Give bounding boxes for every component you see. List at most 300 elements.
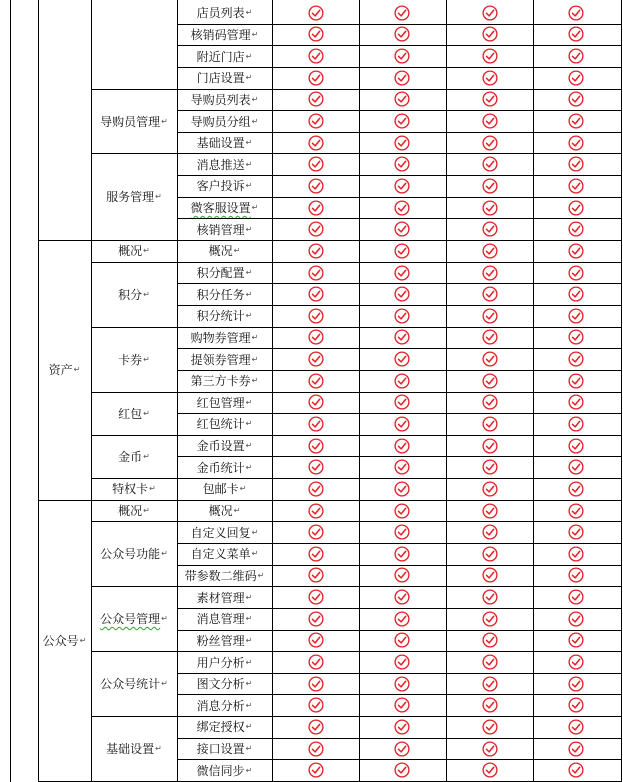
item-cell-text: 第三方卡券 [190,374,251,389]
group-cell-text: 服务管理 [106,190,155,205]
item-cell-text: 核销管理 [196,222,245,237]
check-circle-icon [482,70,498,86]
group-cell [91,153,177,240]
category-cell [38,2,91,240]
paragraph-mark-icon: ↵ [155,192,162,202]
check-circle-icon [394,416,410,432]
item-cell [177,565,272,587]
item-cell-text: 微客服设置 [190,201,251,216]
paragraph-mark-icon: ↵ [245,722,253,732]
item-cell [177,132,272,154]
check-circle-icon [568,113,584,129]
paragraph-mark-icon: ↵ [155,744,162,754]
paragraph-mark-icon: ↵ [143,408,150,418]
check-circle-icon [308,416,324,432]
check-circle-icon [568,178,584,194]
item-cell [177,694,272,716]
check-circle-icon [394,113,410,129]
check-circle-icon [482,286,498,302]
group-cell [91,240,177,262]
item-cell [177,586,272,608]
paragraph-mark-icon: ↵ [245,614,253,624]
item-cell-text: 微信同步 [196,763,245,778]
group-cell [91,435,177,478]
item-cell-text: 素材管理 [196,590,245,605]
check-circle-icon [482,676,498,692]
check-circle-icon [482,135,498,151]
check-circle-icon [482,5,498,21]
check-circle-icon [394,589,410,605]
item-cell-text: 门店设置 [196,71,245,86]
check-circle-icon [568,438,584,454]
check-circle-icon [568,5,584,21]
paragraph-mark-icon: ↵ [161,614,168,624]
check-circle-icon [482,221,498,237]
check-circle-icon [394,329,410,345]
check-circle-icon [308,719,324,735]
group-cell-text: 卡券 [118,352,143,367]
check-circle-icon [394,459,410,475]
check-circle-icon [308,762,324,778]
check-circle-icon [394,632,410,648]
check-circle-icon [568,221,584,237]
check-circle-icon [394,178,410,194]
check-circle-icon [568,524,584,540]
paragraph-mark-icon: ↵ [245,592,253,602]
check-circle-icon [394,48,410,64]
item-cell-text: 绑定授权 [196,720,245,735]
group-cell [91,586,177,651]
column-border [533,0,534,782]
check-circle-icon [394,373,410,389]
item-cell-text: 带参数二维码 [184,568,257,583]
item-cell [177,456,272,478]
column-border [91,0,92,782]
check-circle-icon [308,741,324,757]
check-circle-icon [394,308,410,324]
check-circle-icon [308,265,324,281]
check-circle-icon [568,697,584,713]
check-circle-icon [394,135,410,151]
check-circle-icon [394,567,410,583]
check-circle-icon [394,91,410,107]
item-cell [177,89,272,111]
item-cell [177,153,272,175]
check-circle-icon [568,741,584,757]
check-circle-icon [568,329,584,345]
check-circle-icon [308,5,324,21]
paragraph-mark-icon: ↵ [245,267,253,277]
check-circle-icon [308,373,324,389]
check-circle-icon [568,135,584,151]
check-circle-icon [568,286,584,302]
check-circle-icon [482,459,498,475]
item-cell [177,608,272,630]
item-cell-text: 客户投诉 [196,179,245,194]
item-cell-text: 概况 [208,244,233,259]
paragraph-mark-icon: ↵ [245,289,253,299]
check-circle-icon [394,5,410,21]
check-circle-icon [482,719,498,735]
check-circle-icon [568,394,584,410]
paragraph-mark-icon: ↵ [245,51,253,61]
item-cell-text: 接口设置 [196,742,245,757]
category-cell-text: 资产 [48,363,73,378]
item-cell-text: 红包统计 [196,417,245,432]
check-circle-icon [394,265,410,281]
paragraph-mark-icon: ↵ [245,8,253,18]
item-cell [177,327,272,349]
check-circle-icon [308,178,324,194]
check-circle-icon [482,611,498,627]
item-cell [177,759,272,781]
item-cell-text: 导购员列表 [190,92,251,107]
group-cell [91,392,177,435]
check-circle-icon [482,48,498,64]
check-circle-icon [482,567,498,583]
item-cell [177,110,272,132]
column-border [446,0,447,782]
check-circle-icon [308,438,324,454]
check-circle-icon [308,351,324,367]
check-circle-icon [568,567,584,583]
item-cell [177,24,272,46]
item-cell-text: 积分统计 [196,309,245,324]
group-cell [91,521,177,586]
check-circle-icon [568,265,584,281]
item-cell [177,218,272,240]
paragraph-mark-icon: ↵ [233,246,241,256]
paragraph-mark-icon: ↵ [239,484,247,494]
column-border [621,0,622,782]
check-circle-icon [482,416,498,432]
check-circle-icon [482,156,498,172]
check-circle-icon [394,741,410,757]
check-circle-icon [394,394,410,410]
item-cell-text: 图文分析 [196,677,245,692]
check-circle-icon [568,91,584,107]
group-cell-text: 公众号功能 [100,547,161,562]
item-cell-text: 金币设置 [196,439,245,454]
group-cell [91,89,177,154]
item-cell-text: 粉丝管理 [196,633,245,648]
column-border [177,0,178,782]
check-circle-icon [482,697,498,713]
check-circle-icon [568,589,584,605]
item-cell [177,478,272,500]
check-circle-icon [308,329,324,345]
paragraph-mark-icon: ↵ [245,679,253,689]
item-cell [177,370,272,392]
check-circle-icon [568,719,584,735]
paragraph-mark-icon: ↵ [245,635,253,645]
paragraph-mark-icon: ↵ [161,679,168,689]
paragraph-mark-icon: ↵ [251,549,259,559]
paragraph-mark-icon: ↵ [245,224,253,234]
check-circle-icon [482,632,498,648]
item-cell-text: 购物券管理 [190,330,251,345]
item-cell [177,543,272,565]
group-cell-text: 金币 [118,449,143,464]
check-circle-icon [482,438,498,454]
check-circle-icon [394,762,410,778]
check-circle-icon [482,329,498,345]
check-circle-icon [308,286,324,302]
check-circle-icon [394,200,410,216]
check-circle-icon [394,243,410,259]
check-circle-icon [482,113,498,129]
check-circle-icon [394,676,410,692]
check-circle-icon [482,481,498,497]
group-cell-text: 特权卡 [112,482,149,497]
check-circle-icon [568,308,584,324]
check-circle-icon [308,589,324,605]
item-cell [177,283,272,305]
item-cell-text: 提领券管理 [190,352,251,367]
item-cell [177,348,272,370]
paragraph-mark-icon: ↵ [73,365,81,375]
check-circle-icon [394,611,410,627]
item-cell-text: 导购员分组 [190,114,251,129]
item-cell-text: 核销码管理 [190,27,251,42]
item-cell [177,673,272,695]
paragraph-mark-icon: ↵ [143,354,150,364]
check-circle-icon [308,676,324,692]
check-circle-icon [568,70,584,86]
item-cell-text: 自定义菜单 [190,547,251,562]
paragraph-mark-icon: ↵ [161,116,168,126]
paragraph-mark-icon: ↵ [245,419,253,429]
check-circle-icon [482,654,498,670]
item-cell [177,651,272,673]
check-circle-icon [394,26,410,42]
check-circle-icon [482,178,498,194]
check-circle-icon [308,524,324,540]
item-cell [177,197,272,219]
check-circle-icon [394,221,410,237]
column-border [38,0,39,782]
check-circle-icon [394,156,410,172]
check-circle-icon [482,373,498,389]
paragraph-mark-icon: ↵ [251,332,259,342]
check-circle-icon [482,308,498,324]
item-cell-text: 基础设置 [196,136,245,151]
paragraph-mark-icon: ↵ [143,506,150,516]
check-circle-icon [482,546,498,562]
paragraph-mark-icon: ↵ [251,29,259,39]
check-circle-icon [568,503,584,519]
check-circle-icon [394,438,410,454]
check-circle-icon [568,459,584,475]
check-circle-icon [308,567,324,583]
paragraph-mark-icon: ↵ [143,451,150,461]
check-circle-icon [308,243,324,259]
group-cell [91,327,177,392]
check-circle-icon [482,351,498,367]
paragraph-mark-icon: ↵ [245,138,253,148]
group-cell-text: 概况 [118,504,143,519]
check-circle-icon [308,156,324,172]
category-cell-text: 公众号 [42,633,79,648]
check-circle-icon [568,243,584,259]
check-circle-icon [568,351,584,367]
check-circle-icon [308,459,324,475]
group-cell [91,2,177,89]
check-circle-icon [568,416,584,432]
check-circle-icon [482,589,498,605]
paragraph-mark-icon: ↵ [251,527,259,537]
group-cell [91,500,177,522]
check-circle-icon [308,481,324,497]
group-cell [91,716,177,781]
check-circle-icon [482,741,498,757]
paragraph-mark-icon: ↵ [251,376,259,386]
paragraph-mark-icon: ↵ [245,73,253,83]
check-circle-icon [308,394,324,410]
paragraph-mark-icon: ↵ [143,246,150,256]
group-cell-text: 公众号统计 [100,677,161,692]
paragraph-mark-icon: ↵ [251,354,259,364]
paragraph-mark-icon: ↵ [245,181,253,191]
check-circle-icon [482,91,498,107]
check-circle-icon [568,26,584,42]
check-circle-icon [482,394,498,410]
item-cell-text: 用户分析 [196,655,245,670]
paragraph-mark-icon: ↵ [245,744,253,754]
check-circle-icon [394,481,410,497]
paragraph-mark-icon: ↵ [245,441,253,451]
check-circle-icon [568,676,584,692]
check-circle-icon [482,265,498,281]
check-circle-icon [308,91,324,107]
check-circle-icon [308,113,324,129]
item-cell [177,2,272,24]
group-cell-text: 积分 [118,287,143,302]
check-circle-icon [308,611,324,627]
check-circle-icon [394,503,410,519]
check-circle-icon [308,697,324,713]
item-cell-text: 金币统计 [196,460,245,475]
paragraph-mark-icon: ↵ [245,765,253,775]
check-circle-icon [568,481,584,497]
check-circle-icon [308,632,324,648]
paragraph-mark-icon: ↵ [245,700,253,710]
check-circle-icon [308,221,324,237]
group-cell-text: 导购员管理 [100,114,161,129]
item-cell [177,262,272,284]
group-cell-text: 红包 [118,406,143,421]
group-cell [91,478,177,500]
check-circle-icon [568,762,584,778]
item-cell-text: 自定义回复 [190,525,251,540]
item-cell-text: 积分任务 [196,287,245,302]
item-cell [177,175,272,197]
item-cell-text: 消息分析 [196,698,245,713]
check-circle-icon [482,243,498,259]
check-circle-icon [308,48,324,64]
check-circle-icon [394,697,410,713]
item-cell [177,500,272,522]
check-circle-icon [568,200,584,216]
item-cell [177,716,272,738]
item-cell [177,521,272,543]
paragraph-mark-icon: ↵ [79,635,87,645]
paragraph-mark-icon: ↵ [245,397,253,407]
column-border [359,0,360,782]
paragraph-mark-icon: ↵ [245,159,253,169]
category-cell [38,240,91,500]
paragraph-mark-icon: ↵ [251,116,259,126]
item-cell [177,413,272,435]
check-circle-icon [568,632,584,648]
column-border [272,0,273,782]
item-cell-text: 包邮卡 [202,482,239,497]
check-circle-icon [308,135,324,151]
check-circle-icon [308,503,324,519]
group-cell-text: 公众号管理 [100,612,161,627]
check-circle-icon [482,762,498,778]
paragraph-mark-icon: ↵ [143,289,150,299]
paragraph-mark-icon: ↵ [245,311,253,321]
group-cell-text: 基础设置 [106,742,155,757]
check-circle-icon [568,48,584,64]
item-cell [177,392,272,414]
item-cell [177,435,272,457]
check-circle-icon [394,70,410,86]
paragraph-mark-icon: ↵ [245,462,253,472]
paragraph-mark-icon: ↵ [257,570,265,580]
check-circle-icon [568,546,584,562]
item-cell [177,67,272,89]
item-cell [177,240,272,262]
check-circle-icon [482,524,498,540]
item-cell-text: 红包管理 [196,395,245,410]
check-circle-icon [308,200,324,216]
check-circle-icon [482,503,498,519]
item-cell-text: 概况 [208,504,233,519]
paragraph-mark-icon: ↵ [233,506,241,516]
check-circle-icon [308,546,324,562]
column-border [10,0,11,782]
item-cell-text: 积分配置 [196,265,245,280]
item-cell [177,45,272,67]
check-circle-icon [394,351,410,367]
check-circle-icon [482,26,498,42]
item-cell-text: 附近门店 [196,49,245,64]
check-circle-icon [394,546,410,562]
item-cell-text: 店员列表 [196,6,245,21]
group-cell [91,262,177,327]
category-cell [38,500,91,781]
check-circle-icon [308,26,324,42]
check-circle-icon [394,719,410,735]
item-cell [177,305,272,327]
check-circle-icon [482,200,498,216]
item-cell [177,738,272,760]
paragraph-mark-icon: ↵ [161,549,168,559]
paragraph-mark-icon: ↵ [251,94,259,104]
item-cell-text: 消息推送 [196,157,245,172]
check-circle-icon [394,654,410,670]
paragraph-mark-icon: ↵ [245,657,253,667]
paragraph-mark-icon: ↵ [149,484,156,494]
item-cell-text: 消息管理 [196,612,245,627]
check-circle-icon [568,156,584,172]
check-circle-icon [308,308,324,324]
paragraph-mark-icon: ↵ [251,203,259,213]
check-circle-icon [394,524,410,540]
item-cell [177,630,272,652]
